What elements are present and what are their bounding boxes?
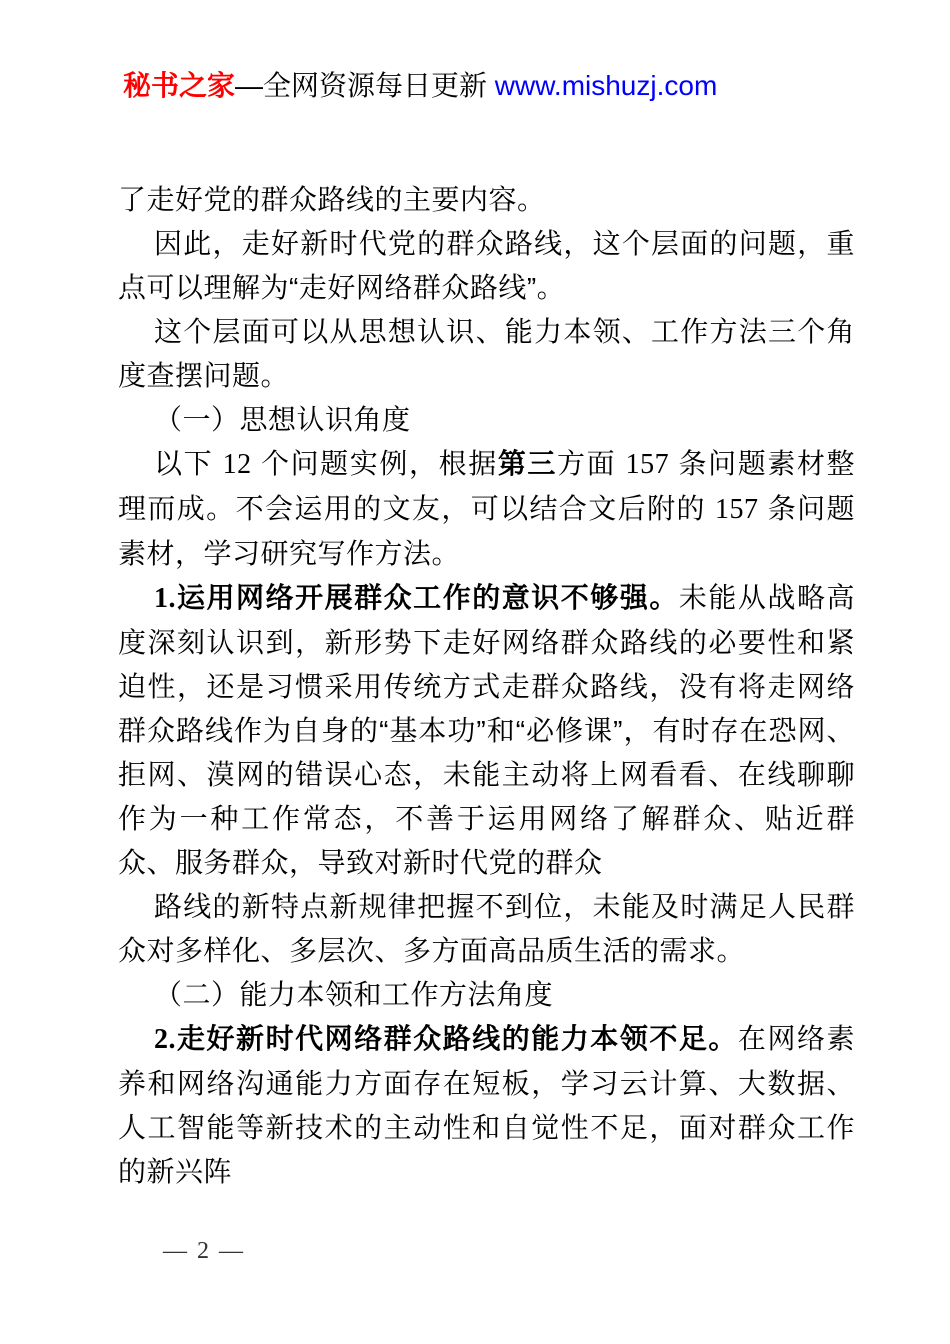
text-run: （二）能力本领和工作方法角度	[154, 979, 554, 1010]
site-tagline: —全网资源每日更新	[235, 70, 495, 101]
text-run: 157	[715, 494, 759, 525]
paragraph	[118, 222, 855, 310]
text-run: 了走好党的群众路线的主要内容。	[118, 184, 546, 215]
text-run: 方面	[557, 448, 626, 479]
site-brand: 秘书之家	[123, 70, 236, 101]
text-run: 未能从战略高度深刻认识到，新形势下走好网络群众路线的必要性和紧迫性，还是习惯采用传统方式走群众路线，没有将走网络群众路线作为自身的“基本功”和“必修课”，有时存在恐网、拒网、漠网的错误心态，未能主动将上网看看、在线聊聊作为一种工作常态，不善于运用网络了解群众、贴近群众、服务群众，导致对新时代党的群众	[118, 582, 855, 878]
text-run: （一）思想认识角度	[154, 404, 411, 435]
text-run: 12	[222, 449, 252, 480]
text-run: 2.	[154, 1024, 176, 1055]
paragraph	[118, 398, 855, 442]
text-run: 第三	[497, 448, 558, 479]
paragraph	[118, 1017, 855, 1194]
page-number: — 2 —	[163, 1238, 245, 1264]
text-run: 走好新时代网络群众路线的能力本领不足。	[176, 1023, 738, 1054]
text-run: 157	[625, 449, 670, 480]
text-run: 1.	[154, 583, 176, 614]
text-run: 条问题素材整理而成。不会运用的文友，可以结合文后附的	[118, 448, 856, 524]
paragraph	[118, 310, 855, 398]
site-url-link[interactable]: www.mishuzj.com	[494, 70, 718, 101]
text-run: 在网络素养和网络沟通能力方面存在短板，学习云计算、大数据、人工智能等新技术的主动性和自觉性不足，面对群众工作的新兴阵	[118, 1023, 855, 1187]
paragraph	[118, 576, 855, 885]
site-header	[123, 68, 717, 104]
text-run: 运用网络开展群众工作的意识不够强。	[176, 582, 679, 613]
text-run: 个问题实例，根据	[251, 448, 498, 479]
text-run: 这个层面可以从思想认识、能力本领、工作方法三个角度查摆问题。	[118, 316, 855, 391]
paragraph	[118, 442, 855, 576]
paragraph	[118, 178, 855, 222]
paragraph	[118, 885, 855, 973]
text-run: 路线的新特点新规律把握不到位，未能及时满足人民群众对多样化、多层次、多方面高品质生活的需求。	[118, 891, 855, 966]
document-body	[118, 178, 855, 1194]
text-run: 以下	[154, 448, 223, 479]
text-run: 因此，走好新时代党的群众路线，这个层面的问题，重点可以理解为“走好网络群众路线”。	[118, 228, 855, 303]
text-run: 条问题素材，学习研究写作方法。	[118, 493, 855, 569]
paragraph	[118, 973, 855, 1017]
